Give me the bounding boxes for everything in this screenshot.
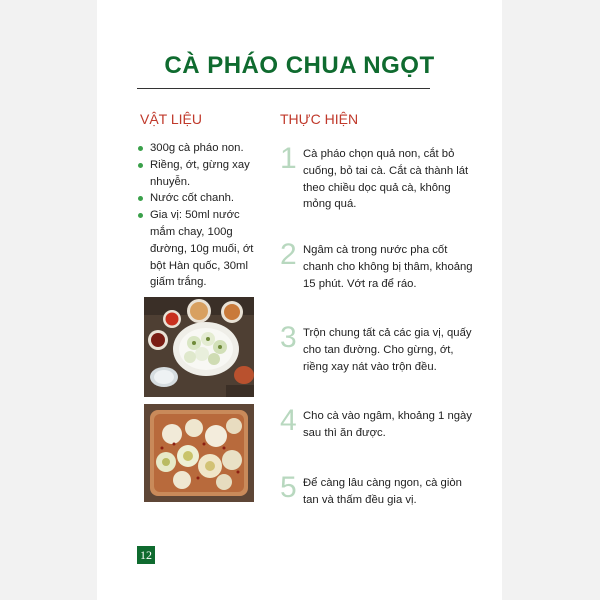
step-number: 2 <box>280 238 297 271</box>
ingredients-photo <box>144 297 254 397</box>
ingredients-list <box>137 140 259 291</box>
step-text: Trộn chung tất cả các gia vị, quấy cho tan đường. Cho gừng, ớt, riềng xay nát vào trộn đều. <box>303 327 472 373</box>
step-number: 1 <box>280 142 297 175</box>
page-number: 12 <box>137 546 155 564</box>
title-underline <box>137 88 430 89</box>
ingredient-item: 300g cà pháo non. <box>137 140 259 157</box>
step-text: Để càng lâu càng ngon, cà giòn tan và thấm đều gia vị. <box>303 477 462 506</box>
ingredient-item: Riềng, ớt, gừng xay nhuyễn. <box>137 157 259 191</box>
step-text: Cho cà vào ngâm, khoảng 1 ngày sau thì ăn được. <box>303 410 472 439</box>
step-number: 4 <box>280 404 297 437</box>
step-text: Cà pháo chọn quả non, cắt bỏ cuống, bỏ tai cà. Cắt cà thành lát theo chiều dọc quả cà, không mỏng quá. <box>303 148 469 211</box>
step-number: 5 <box>280 471 297 504</box>
recipe-title: CÀ PHÁO CHUA NGỌT <box>164 52 435 79</box>
step-number: 3 <box>280 321 297 354</box>
finished-dish-photo <box>144 404 254 502</box>
ingredient-item: Gia vị: 50ml nước mắm chay, 100g đường, 10g muối, ớt bột Hàn quốc, 30ml giấm trắng. <box>137 207 259 291</box>
ingredient-item: Nước cốt chanh. <box>137 190 259 207</box>
step-text: Ngâm cà trong nước pha cốt chanh cho không bị thâm, khoảng 15 phút. Vớt ra để ráo. <box>303 244 473 290</box>
book-page <box>97 0 502 600</box>
ingredients-heading: VẬT LIỆU <box>140 111 202 127</box>
method-heading: THỰC HIỆN <box>280 111 359 127</box>
